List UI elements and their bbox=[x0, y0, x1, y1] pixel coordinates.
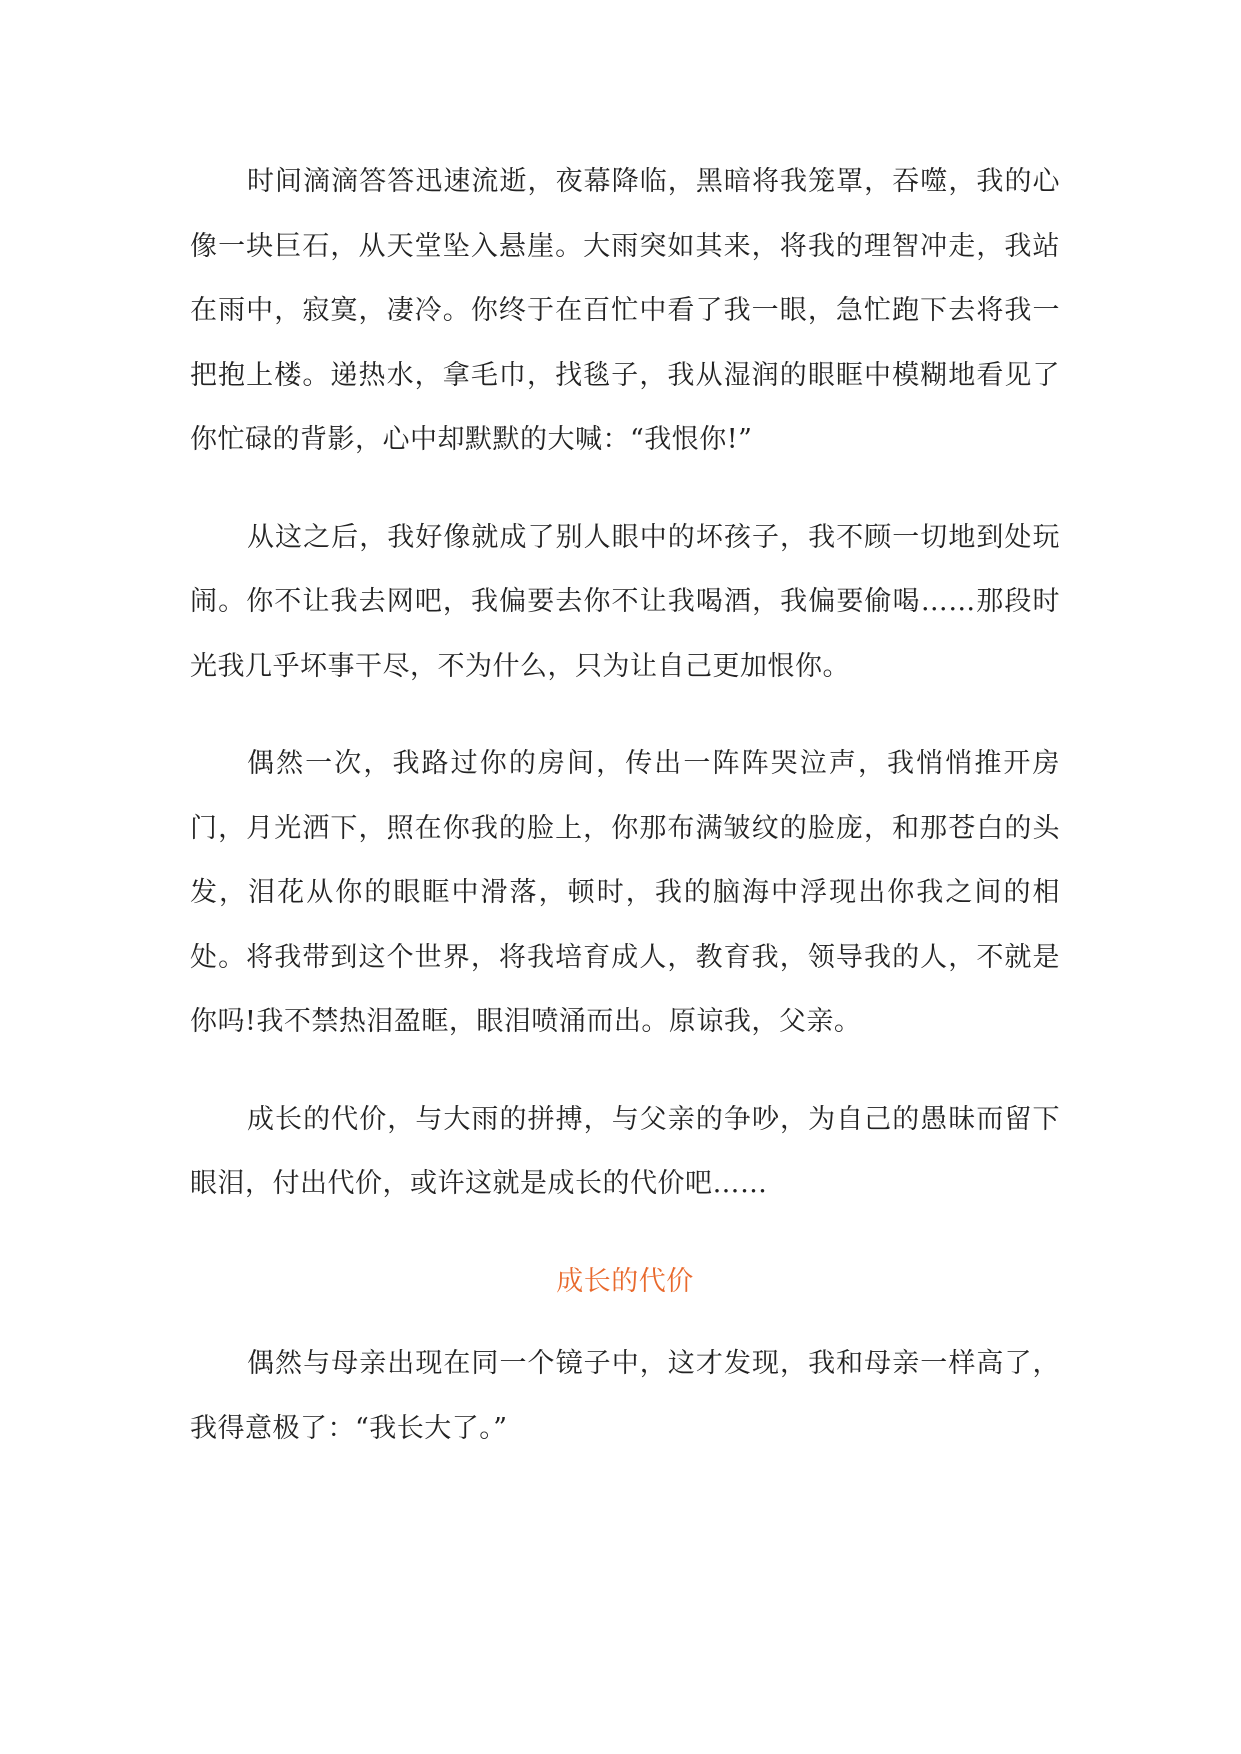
paragraph-1: 时间滴滴答答迅速流逝，夜幕降临，黑暗将我笼罩，吞噬，我的心像一块巨石，从天堂坠入悬崖。大雨突如其来，将我的理智冲走，我站在雨中，寂寞，凄冷。你终于在百忙中看了我一眼，急忙跑下去将我一把抱上楼。递热水，拿毛巾，找毯子，我从湿润的眼眶中模糊地看见了你忙碌的背影，心中却默默的大喊：“我恨你!” bbox=[190, 166, 1060, 455]
paragraph-4: 成长的代价，与大雨的拼搏，与父亲的争吵，为自己的愚昧而留下眼泪，付出代价，或许这就是成长的代价吧…… bbox=[190, 1103, 1060, 1199]
paragraph-3: 偶然一次，我路过你的房间，传出一阵阵哭泣声，我悄悄推开房门，月光洒下，照在你我的脸上，你那布满皱纹的脸庞，和那苍白的头发，泪花从你的眼眶中滑落，顿时，我的脑海中浮现出你我之间的相处。将我带到这个世界，将我培育成人，教育我，领导我的人，不就是你吗!我不禁热泪盈眶，眼泪喷涌而出。原谅我，父亲。 bbox=[190, 748, 1060, 1037]
document-body bbox=[190, 150, 1060, 1494]
paragraph-2: 从这之后，我好像就成了别人眼中的坏孩子，我不顾一切地到处玩闹。你不让我去网吧，我偏要去你不让我喝酒，我偏要偷喝……那段时光我几乎坏事干尽，不为什么，只为让自己更加恨你。 bbox=[190, 521, 1060, 682]
section-title: 成长的代价 bbox=[556, 1265, 694, 1297]
section-paragraph-1: 偶然与母亲出现在同一个镜子中，这才发现，我和母亲一样高了，我得意极了：“我长大了。” bbox=[190, 1348, 1060, 1444]
